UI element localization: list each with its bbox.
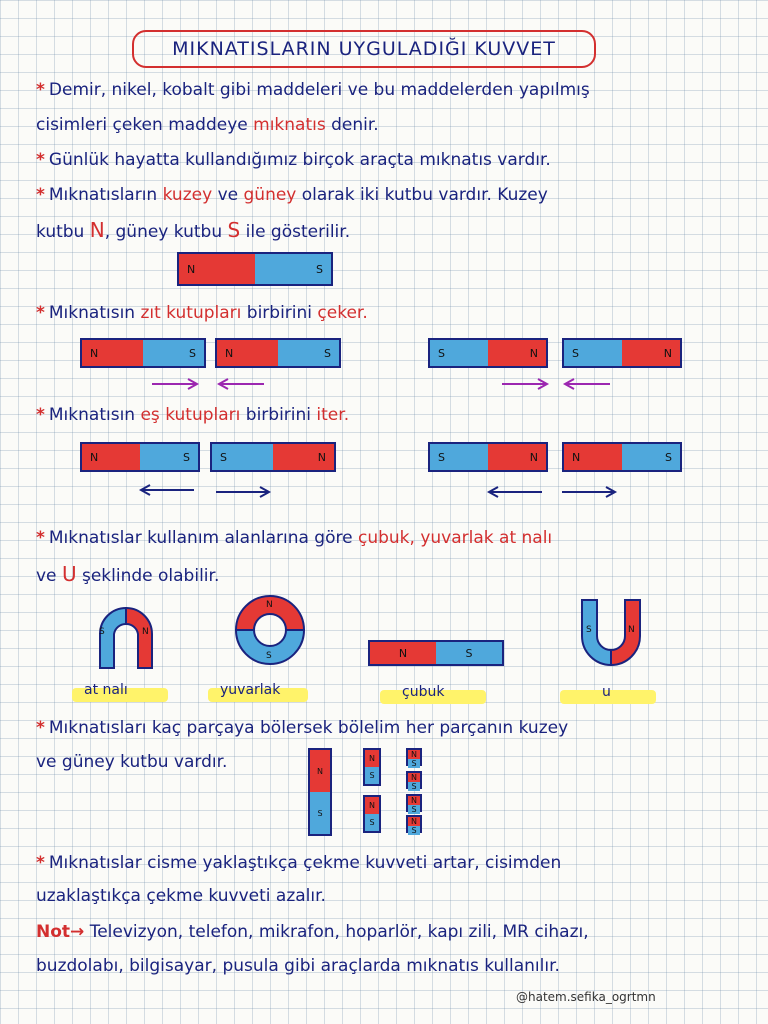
attract-magnet-4 — [562, 338, 682, 368]
note-text-a: Televizyon, telefon, mikrafon, hoparlör, kapı zili, MR cihazı, — [89, 922, 589, 942]
ring-magnet — [232, 592, 308, 668]
north-pole: N — [82, 444, 140, 470]
s2-line — [36, 150, 551, 170]
bar-magnet — [177, 252, 333, 286]
horseshoe-south-label: S — [99, 627, 105, 637]
bullet-star: * — [36, 853, 45, 873]
s3-S: S — [227, 218, 241, 242]
s2-text: Günlük hayatta kullandığımız birçok araçta mıknatıs vardır. — [48, 150, 551, 170]
north-pole: N — [408, 773, 420, 782]
arrow-right-blue-icon — [214, 484, 274, 500]
north-pole: N — [408, 750, 420, 759]
south-pole: S — [622, 444, 680, 470]
horseshoe-magnet — [88, 596, 164, 672]
south-pole: S — [365, 814, 379, 831]
arrow-right-purple-icon — [500, 376, 552, 392]
north-pole: N — [179, 254, 255, 284]
half-magnet-bottom — [363, 795, 381, 833]
s6-at-nali: at nalı — [499, 528, 553, 548]
bullet-star: * — [36, 80, 45, 100]
ring-north-label: N — [266, 600, 273, 610]
s1-text-a: Demir, nikel, kobalt gibi maddeleri ve bu maddelerden yapılmış — [48, 80, 590, 100]
s3-text-b: olarak iki kutbu vardır. Kuzey — [301, 185, 548, 205]
horseshoe-north-label: N — [142, 627, 149, 637]
s4-ceker: çeker. — [317, 303, 368, 323]
bullet-star: * — [36, 405, 45, 425]
south-pole: S — [310, 792, 330, 834]
note-line1 — [36, 922, 589, 942]
ring-south-label: S — [266, 651, 272, 661]
south-pole: S — [408, 805, 420, 814]
s1-term-miknatis: mıknatıs — [253, 115, 326, 135]
south-pole: S — [278, 340, 339, 366]
bar-magnet-cubuk — [368, 640, 504, 666]
s7-line2 — [36, 752, 227, 772]
south-pole: S — [430, 340, 488, 366]
repel-magnet-1 — [80, 442, 200, 472]
s1-line2 — [36, 115, 379, 135]
south-pole: S — [143, 340, 204, 366]
s3-line2 — [36, 218, 350, 242]
north-pole: N — [408, 796, 420, 805]
s6-text-c: şeklinde olabilir. — [81, 566, 220, 586]
south-pole: S — [255, 254, 331, 284]
s6-line1 — [36, 528, 552, 548]
u-south-label: S — [586, 625, 592, 635]
whole-vertical-magnet — [308, 748, 332, 836]
author-handle: @hatem.sefika_ogrtmn — [516, 990, 656, 1004]
s3-text-a: Mıknatısların — [48, 185, 158, 205]
s4-line — [36, 303, 368, 323]
note-arrow-icon: → — [70, 922, 85, 942]
s4-text-b: birbirini — [246, 303, 313, 323]
s3-N: N — [89, 218, 105, 242]
arrow-right-blue-icon — [560, 484, 620, 500]
south-pole: S — [212, 444, 273, 470]
arrow-left-blue-icon — [136, 482, 196, 498]
attract-magnet-1 — [80, 338, 206, 368]
arrow-left-purple-icon — [560, 376, 612, 392]
s7-text-a: Mıknatısları kaç parçaya bölersek bölelim her parçanın kuzey — [48, 718, 569, 738]
u-magnet — [578, 598, 644, 668]
s1-line1 — [36, 80, 590, 100]
attract-magnet-3 — [428, 338, 548, 368]
north-pole: N — [564, 444, 622, 470]
bullet-star: * — [36, 528, 45, 548]
label-at-nali: at nalı — [84, 682, 128, 698]
south-pole: S — [564, 340, 622, 366]
attract-magnet-2 — [215, 338, 341, 368]
s6-text-b: ve — [36, 566, 57, 586]
south-pole: S — [140, 444, 198, 470]
s1-text-c: denir. — [331, 115, 379, 135]
arrow-right-purple-icon — [150, 376, 202, 392]
south-pole: S — [408, 826, 420, 835]
note-text-b: buzdolabı, bilgisayar, pusula gibi araçlarda mıknatıs kullanılır. — [36, 956, 560, 976]
s5-iter: iter. — [316, 405, 350, 425]
half-magnet-top — [363, 748, 381, 786]
s7-text-b: ve güney kutbu vardır. — [36, 752, 228, 772]
south-pole: S — [408, 759, 420, 768]
arrow-left-blue-icon — [484, 484, 544, 500]
label-u: u — [602, 684, 611, 700]
quarter-magnet-1 — [406, 748, 422, 766]
s3-ve: ve — [217, 185, 239, 205]
south-pole: S — [408, 782, 420, 791]
north-pole: N — [488, 444, 546, 470]
note-line2 — [36, 956, 560, 976]
s7-line1 — [36, 718, 568, 738]
bullet-star: * — [36, 718, 45, 738]
title-box — [132, 30, 596, 68]
s6-yuvarlak: yuvarlak — [420, 528, 494, 548]
repel-magnet-3 — [428, 442, 548, 472]
north-pole: N — [82, 340, 143, 366]
quarter-magnet-3 — [406, 794, 422, 812]
s1-text-b: cisimleri çeken maddeye — [36, 115, 248, 135]
repel-magnet-2 — [210, 442, 336, 472]
s4-text-a: Mıknatısın — [48, 303, 136, 323]
s3-kuzey: kuzey — [162, 185, 213, 205]
s3-guney: güney — [243, 185, 297, 205]
north-pole: N — [365, 750, 379, 767]
north-pole: N — [365, 797, 379, 814]
s8-line1 — [36, 853, 561, 873]
s3-line1 — [36, 185, 548, 205]
north-pole: N — [310, 750, 330, 792]
bullet-star: * — [36, 303, 45, 323]
note-label: Not — [36, 922, 71, 942]
s6-text-a: Mıknatıslar kullanım alanlarına göre — [48, 528, 353, 548]
s8-line2 — [36, 886, 326, 906]
north-pole: N — [408, 817, 420, 826]
north-pole: N — [488, 340, 546, 366]
page-title: MIKNATISLARIN UYGULADIĞI KUVVET — [172, 38, 556, 60]
arrow-left-purple-icon — [214, 376, 266, 392]
south-pole: S — [365, 767, 379, 784]
s5-es: eş kutupları — [140, 405, 241, 425]
south-pole: S — [430, 444, 488, 470]
bullet-star: * — [36, 185, 45, 205]
quarter-magnet-2 — [406, 771, 422, 789]
s8-text-a: Mıknatıslar cisme yaklaştıkça çekme kuvveti artar, cisimden — [48, 853, 562, 873]
bullet-star: * — [36, 150, 45, 170]
u-north-label: N — [628, 625, 635, 635]
south-pole: S — [436, 642, 502, 664]
north-pole: N — [217, 340, 278, 366]
label-cubuk: çubuk — [402, 684, 445, 700]
s4-zit: zıt kutupları — [140, 303, 242, 323]
s6-U: U — [61, 562, 77, 586]
label-yuvarlak: yuvarlak — [220, 682, 281, 698]
north-pole: N — [370, 642, 436, 664]
north-pole: N — [622, 340, 680, 366]
repel-magnet-4 — [562, 442, 682, 472]
s5-text-b: birbirini — [245, 405, 312, 425]
quarter-magnet-4 — [406, 815, 422, 833]
s8-text-b: uzaklaştıkça çekme kuvveti azalır. — [36, 886, 326, 906]
s5-text-a: Mıknatısın — [48, 405, 136, 425]
s5-line — [36, 405, 349, 425]
s6-cubuk: çubuk, — [357, 528, 415, 548]
s3-text-e: ile gösterilir. — [245, 222, 351, 242]
s6-line2 — [36, 562, 219, 586]
s3-text-d: , güney kutbu — [104, 222, 223, 242]
s3-text-c: kutbu — [36, 222, 85, 242]
north-pole: N — [273, 444, 334, 470]
